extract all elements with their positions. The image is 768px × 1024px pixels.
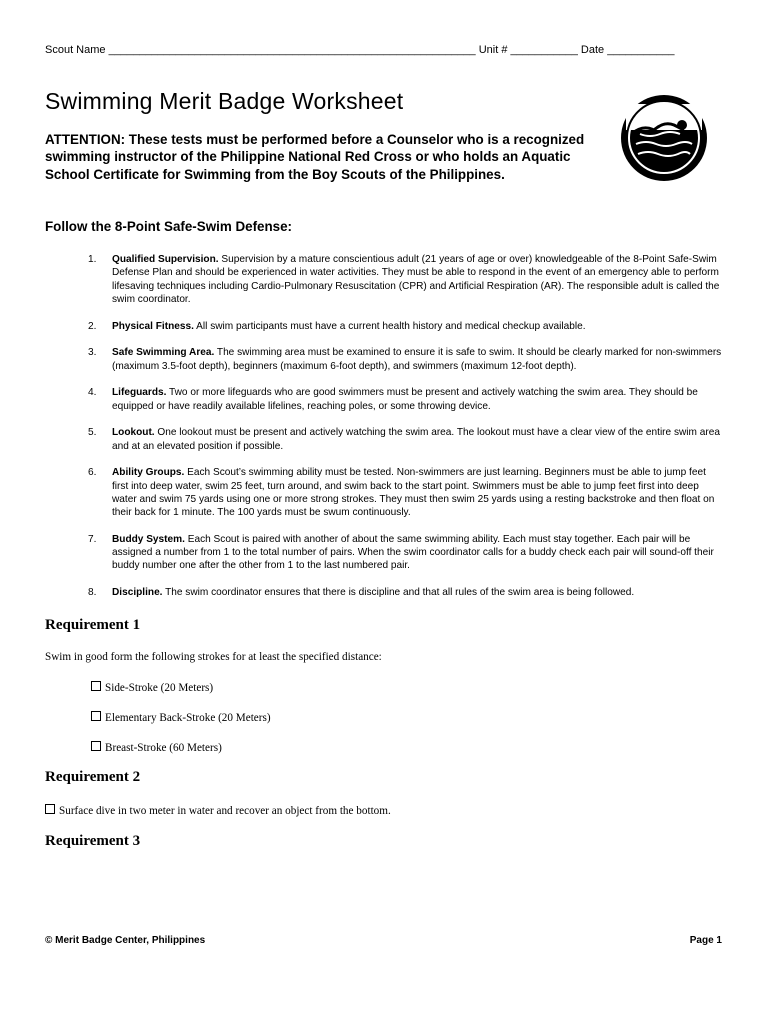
list-item [72,466,722,519]
rule-number: 5. [88,427,97,439]
rule-text: All swim participants must have a current health history and medical checkup available. [193,320,586,332]
date-label: Date [580,44,605,56]
rule-term: Lifeguards. [112,387,167,399]
swimmer-logo-icon [620,94,708,182]
rule-term: Safe Swimming Area. [112,347,215,359]
checklist-item-surface-dive[interactable] [45,804,391,817]
rule-number: 6. [88,467,97,479]
list-item [72,253,722,306]
checklist-label: Surface dive in two meter in water and recover an object from the bottom. [59,805,391,817]
checklist-item-breast-stroke[interactable] [91,741,222,754]
checklist-item-side-stroke[interactable] [91,681,213,694]
rule-term: Discipline. [112,587,163,599]
rule-text: Each Scout is paired with another of about the same swimming ability. Each must stay together. Each pair will be assigned a number from 1 to the total number of pairs. When the swim coordinator calls for a buddy check each pair will sound-off their buddy number one after the other from 1 to the last numbered pair. [112,533,714,572]
checkbox-icon[interactable] [45,804,55,814]
checkbox-icon[interactable] [91,711,101,721]
page-footer [45,935,722,946]
rule-text: One lookout must be present and actively watching the swim area. The lookout must have a clear view of the entire swim area and at an elevated position if possible. [112,427,720,452]
rule-term: Qualified Supervision. [112,254,219,265]
rule-number: 3. [88,347,97,359]
scout-name-label: Scout Name [45,44,106,56]
unit-label: Unit # [478,44,508,56]
requirement-3-heading: Requirement 3 [45,833,141,849]
footer-copyright: © Merit Badge Center, Philippines [45,935,206,946]
rule-number: 4. [88,387,97,399]
rule-text: The swim coordinator ensures that there is discipline and that all rules of the swim area is being followed. [162,587,635,599]
rule-text: Supervision by a mature conscientious adult (21 years of age or over) knowledgeable of the 8-Point Safe-Swim Defense Plan and should be experienced in water activities. They must be able to respond in the event of an emergency able to perform lifesaving techniques including Cardio-Pulmonary Resuscitation (CPR) and Artificial Respiration (AR). The responsible adult is called the swim coordinator. [112,254,720,305]
rule-term: Buddy System. [112,533,185,545]
checklist-item-elementary-back-stroke[interactable] [91,711,271,724]
list-item [72,426,722,453]
rule-term: Physical Fitness. [112,320,194,332]
checklist-label: Elementary Back-Stroke (20 Meters) [105,712,271,724]
requirement-2-heading: Requirement 2 [45,769,141,785]
rule-number: 7. [88,533,97,545]
checklist-label: Breast-Stroke (60 Meters) [105,742,222,754]
unit-blank: ___________ [510,44,578,56]
rule-term: Lookout. [112,427,155,439]
attention-notice: ATTENTION: These tests must be performed before a Counselor who is a recognized swimming instructor of the Philippine National Red Cross or who holds an Aquatic School Certificate for Swimming from the Boy Scouts of the Philippines. [45,132,585,182]
rule-term: Ability Groups. [112,467,185,479]
requirement-1-intro: Swim in good form the following strokes for at least the specified distance: [45,651,382,663]
page-title: Swimming Merit Badge Worksheet [45,88,404,114]
rule-text: The swimming area must be examined to ensure it is safe to swim. It should be clearly marked for non-swimmers (maximum 3.5-foot depth), beginners (maximum 6-foot depth), and swimmers (maximum 12-foot depth). [112,347,722,372]
requirement-1-heading: Requirement 1 [45,617,141,633]
list-item [72,533,722,573]
safe-swim-heading: Follow the 8-Point Safe-Swim Defense: [45,219,293,234]
header-fields [45,44,725,56]
list-item [72,386,722,413]
checklist-label: Side-Stroke (20 Meters) [105,682,214,694]
rule-text: Each Scout’s swimming ability must be tested. Non-swimmers are just learning. Beginners must be able to jump feet first into deep water, swim 25 feet, turn around, and swim back to the start point. Swimmers must be able to jump feet first into deep water and swim 75 yards using one or more strong strokes. They must then swim 25 yards using a resting backstroke and then float on their back for 1 minute. The 100 yards must be swum continuously. [112,467,715,519]
scout-name-blank: ____________________________________________________________ [108,44,476,56]
rule-number: 2. [88,320,97,332]
checkbox-icon[interactable] [91,741,101,751]
rule-number: 8. [88,587,97,599]
list-item [72,320,722,333]
list-item [72,586,722,599]
checkbox-icon[interactable] [91,681,101,691]
rule-text: Two or more lifeguards who are good swimmers must be present and actively watching the swim area. They should be equipped or have readily available lifelines, reaching poles, or some throwing device. [112,387,698,412]
date-blank: ___________ [607,44,675,56]
safe-swim-rules [72,253,722,613]
rule-number: 1. [88,254,97,265]
footer-page-number: Page 1 [689,935,722,946]
list-item [72,346,722,373]
